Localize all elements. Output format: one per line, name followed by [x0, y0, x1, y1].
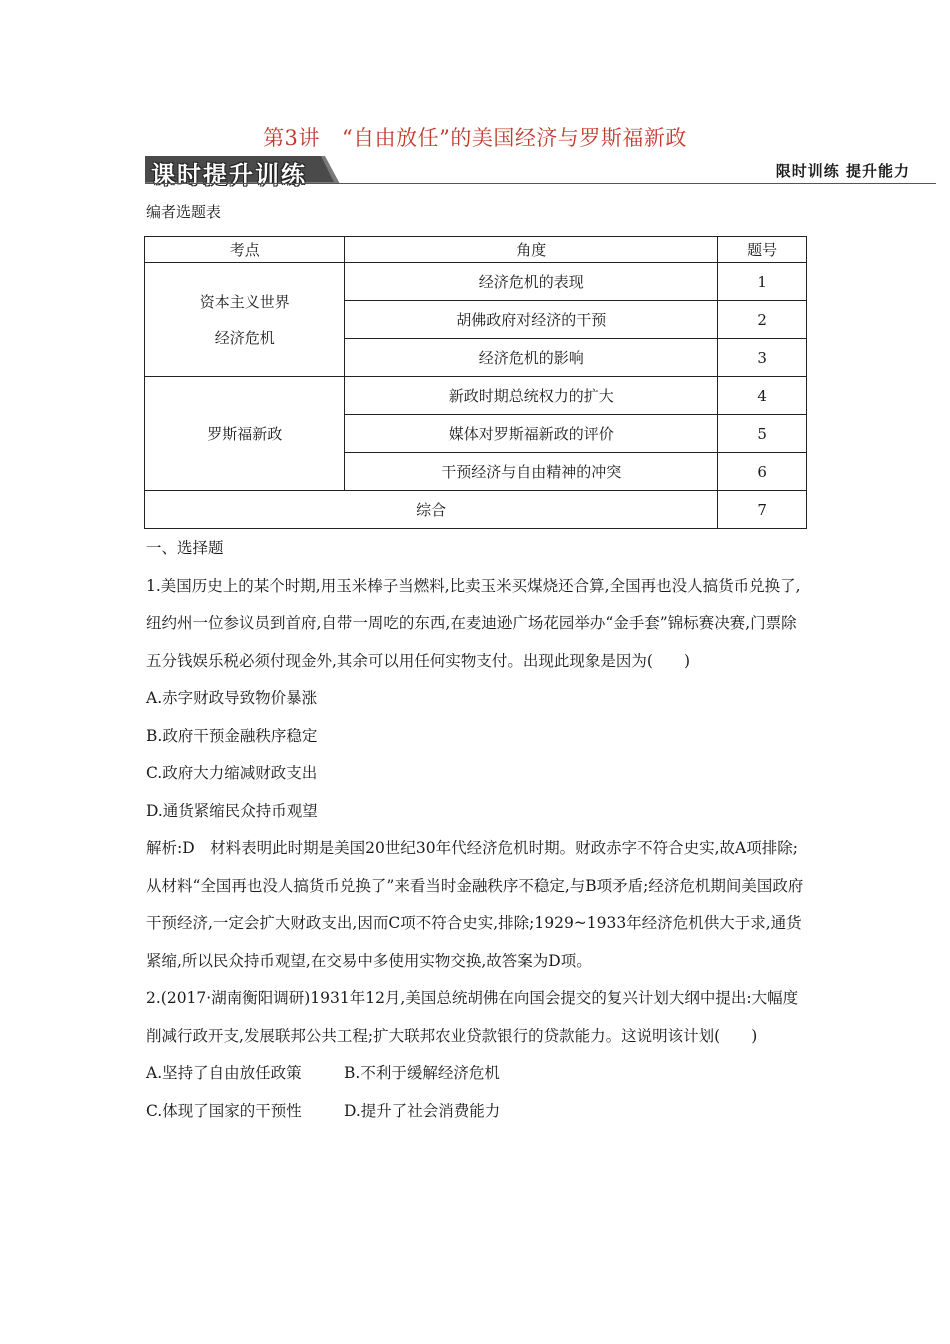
question-2-stem: 2.(2017·湖南衡阳调研)1931年12月,美国总统胡佛在向国会提交的复兴计划大纲中提出:大幅度削减行政开支,发展联邦公共工程;扩大联邦农业贷款银行的贷款能力。这说明该计划( ): [146, 989, 799, 1045]
number-cell: 4: [718, 377, 807, 415]
question-1-analysis: 解析:D 材料表明此时期是美国20世纪30年代经济危机时期。财政赤字不符合史实,故A项排除;从材料“全国再也没人搞货币兑换了”来看当时金融秩序不稳定,与B项矛盾;经济危机期间美国政府干预经济,一定会扩大财政支出,因而C项不符合史实,排除;1929~1933年经济危机供大于求,通货紧缩,所以民众持币观望,在交易中多使用实物交换,故答案为D项。: [146, 839, 804, 970]
angle-cell: 胡佛政府对经济的干预: [345, 301, 718, 339]
question-content: [146, 530, 810, 1130]
angle-cell: 经济危机的表现: [345, 263, 718, 301]
number-cell: 3: [718, 339, 807, 377]
question-2-option-a: A.坚持了自由放任政策: [146, 1064, 302, 1082]
table-header-row: [145, 237, 807, 263]
angle-cell: 干预经济与自由精神的冲突: [345, 453, 718, 491]
area-line: 资本主义世界: [199, 292, 290, 311]
question-1-stem: 1.美国历史上的某个时期,用玉米棒子当燃料,比卖玉米买煤烧还合算,全国再也没人搞货币兑换了,纽约州一位参议员到首府,自带一周吃的东西,在麦迪逊广场花园举办“金手套”锦标赛决赛,门票除五分钱娱乐税必须付现金外,其余可以用任何实物支付。出现此现象是因为( ): [146, 576, 801, 670]
header-cell-number: 题号: [718, 237, 807, 263]
angle-cell: 媒体对罗斯福新政的评价: [345, 415, 718, 453]
number-cell: 1: [718, 263, 807, 301]
summary-cell: 综合: [145, 491, 718, 529]
header-cell-area: 考点: [145, 237, 345, 263]
section-banner: [145, 154, 340, 189]
lecture-title: “自由放任”的美国经济与罗斯福新政: [341, 126, 687, 150]
question-2-options-row: [146, 1093, 810, 1131]
number-cell: 5: [718, 415, 807, 453]
question-2-option-d: D.提升了社会消费能力: [344, 1101, 501, 1120]
number-cell: 7: [718, 491, 807, 529]
number-cell: 6: [718, 453, 807, 491]
table-summary-row: [145, 491, 807, 529]
banner-label: 课时提升训练: [151, 161, 307, 189]
topic-table: [144, 236, 807, 529]
question-1-option-d: D.通货紧缩民众持币观望: [146, 801, 318, 820]
area-cell-new-deal: 罗斯福新政: [145, 377, 345, 491]
table-caption: 编者选题表: [146, 203, 222, 221]
lecture-number: 第3讲: [263, 126, 320, 150]
question-1-option-a: A.赤字财政导致物价暴涨: [146, 689, 318, 707]
question-2-option-b: B.不利于缓解经济危机: [344, 1064, 500, 1082]
question-1-option-c: C.政府大力缩减财政支出: [146, 764, 318, 782]
number-cell: 2: [718, 301, 807, 339]
area-line: 经济危机: [214, 328, 275, 347]
question-2-options-row: [146, 1055, 810, 1093]
angle-cell: 新政时期总统权力的扩大: [345, 377, 718, 415]
header-cell-angle: 角度: [345, 237, 718, 263]
question-1-option-b: B.政府干预金融秩序稳定: [146, 726, 318, 745]
header-slogan: 限时训练 提升能力: [775, 162, 910, 180]
header-divider: [145, 183, 936, 184]
angle-cell: 经济危机的影响: [345, 339, 718, 377]
page-title: [0, 122, 950, 152]
area-cell-crisis: [145, 263, 345, 377]
table-row: [145, 263, 807, 301]
section-heading: 一、选择题: [146, 539, 224, 557]
table-row: [145, 377, 807, 415]
question-2-option-c: C.体现了国家的干预性: [146, 1101, 302, 1120]
